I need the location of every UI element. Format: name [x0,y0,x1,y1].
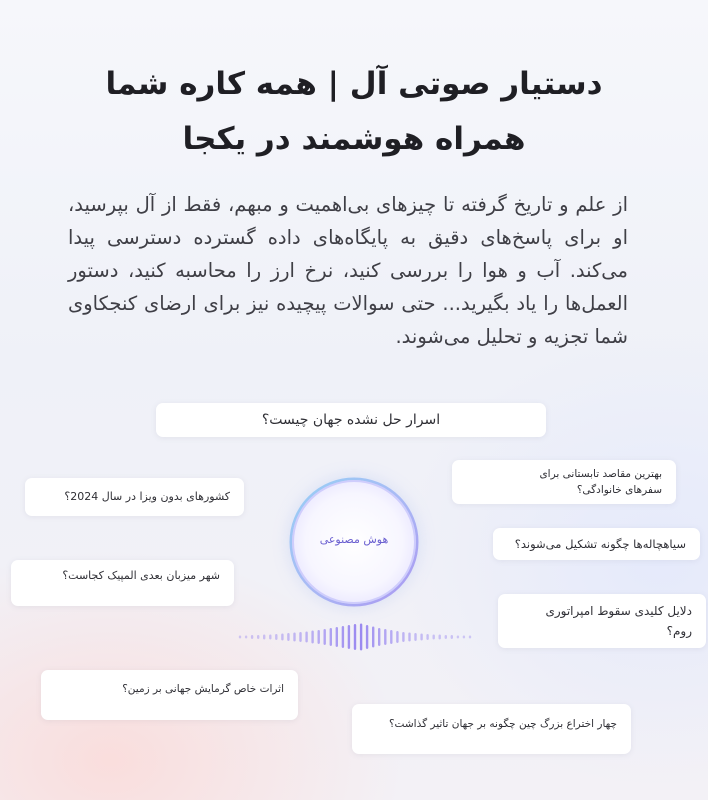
question-text-line-1: بهترین مقاصد تابستانی برای [539,468,662,480]
waveform-bar [426,634,428,640]
waveform-bar [311,631,313,644]
hero-title-line-2: همراه هوشمند در یکجا [182,121,526,157]
waveform-bar [457,636,459,639]
waveform-bar [360,624,362,651]
question-text: شهر میزبان بعدی المپیک کجاست؟ [62,569,220,582]
waveform-bar [275,634,277,640]
waveform-bar [372,627,374,648]
waveform-bar [299,632,301,642]
waveform-bar [354,624,356,650]
question-text: اثرات خاص گرمایش جهانی بر زمین؟ [122,683,284,695]
hero-title-line-1: دستیار صوتی آل | همه کاره شما [105,66,603,102]
waveform-bar [390,630,392,644]
waveform-bar [342,626,344,648]
question-chip-black-holes[interactable] [493,528,700,560]
waveform-bar [396,631,398,643]
question-chip-global-warming[interactable] [41,670,298,720]
waveform-bar [348,625,350,649]
waveform-bar [287,633,289,641]
waveform-bar [402,632,404,642]
waveform-bar [469,636,471,639]
waveform-bar [318,630,320,644]
question-text: اسرار حل نشده جهان چیست؟ [261,412,441,428]
question-chip-chinese-inventions[interactable] [352,704,631,754]
waveform-bar [463,636,465,639]
waveform-bar [366,625,368,649]
waveform-bar [451,635,453,639]
waveform-bar [445,635,447,639]
question-chip-visa-free-countries[interactable] [25,478,244,516]
question-text: کشورهای بدون ویزا در سال 2024؟ [64,490,230,503]
question-chip-fall-of-rome[interactable] [498,594,706,648]
waveform-bar [378,628,380,646]
waveform-bar [305,632,307,643]
question-text: چهار اختراع بزرگ چین چگونه بر جهان تاثیر گذاشت؟ [388,718,617,730]
waveform-bar [439,635,441,640]
question-chip-summer-destinations[interactable] [452,460,676,504]
waveform-bar [384,629,386,645]
hero-description: از علم و تاریخ گرفته تا چیزهای بی‌اهمیت و مبهم، فقط از آل بپرسید، او برای پاسخ‌های دقیق به پایگاه‌های داده گسترده دسترسی پیدا می‌کند. آب و هوا را بررسی کنید، نرخ ارز را محاسبه کنید، دستور العمل‌ها را یاد بگیرید... حتی سوالات پیچیده نیز برای ارضای کنجکاوی شما تجزیه و تحلیل می‌شوند. [68,193,628,348]
waveform-bar [336,627,338,647]
waveform-bar [245,636,247,639]
waveform-bar [239,636,241,639]
waveform-bar [269,635,271,640]
waveform-bar [433,635,435,640]
waveform-bar [293,633,295,642]
waveform-bar [324,629,326,645]
question-text-line-1: دلایل کلیدی سقوط امپراتوری [545,604,692,618]
question-chip-olympics-host[interactable] [11,560,234,606]
question-text: سیاهچاله‌ها چگونه تشکیل می‌شوند؟ [514,537,686,551]
waveform-bar [408,633,410,642]
question-chip-universe-mysteries[interactable] [156,403,546,437]
waveform-bar [420,634,422,641]
ai-orb-label: هوش مصنوعی [319,533,389,546]
waveform-bar [263,635,265,640]
waveform-bar [257,635,259,639]
waveform-bar [251,635,253,639]
question-text-line-2: روم؟ [666,624,692,638]
waveform-bar [330,628,332,646]
waveform-bar [414,633,416,641]
waveform-bar [281,634,283,641]
question-text-line-2: سفرهای خانوادگی؟ [576,484,662,496]
voice-waveform-icon [237,622,473,652]
